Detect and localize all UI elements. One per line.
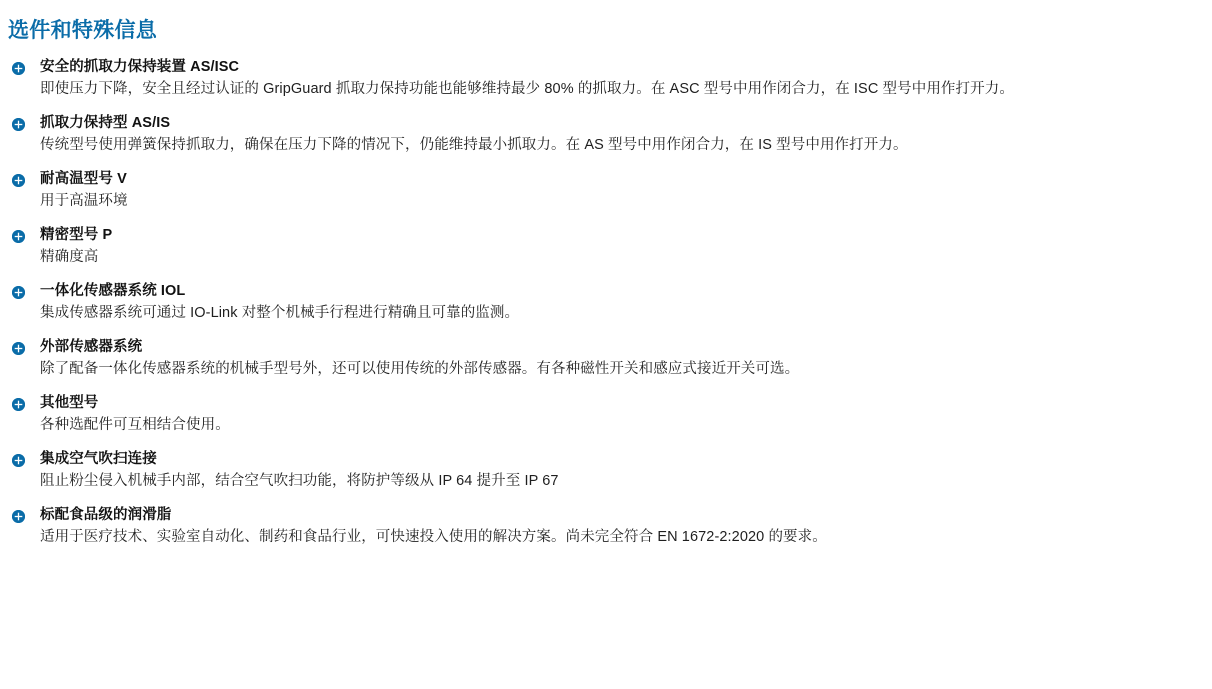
feature-description: 除了配备一体化传感器系统的机械手型号外，还可以使用传统的外部传感器。有各种磁性开关和感应式接近开关可选。 [40,361,800,377]
feature-description: 各种选配件可互相结合使用。 [40,417,230,433]
feature-heading: 抓取力保持型 AS/IS [40,115,171,131]
list-item [4,282,1204,324]
feature-heading: 安全的抓取力保持装置 AS/ISC [40,59,240,75]
list-item [4,338,1204,380]
plus-circle-icon [12,398,25,411]
feature-description: 适用于医疗技术、实验室自动化、制药和食品行业，可快速投入使用的解决方案。尚未完全符合 EN 1672-2:2020 的要求。 [40,529,827,545]
plus-circle-icon [12,230,25,243]
plus-circle-icon [12,286,25,299]
feature-description: 传统型号使用弹簧保持抓取力，确保在压力下降的情况下，仍能维持最小抓取力。在 AS 型号中用作闭合力，在 IS 型号中用作打开力。 [40,137,908,153]
plus-circle-icon [12,118,25,131]
feature-heading: 一体化传感器系统 IOL [40,283,186,299]
list-item [4,394,1204,436]
feature-heading: 外部传感器系统 [40,339,143,355]
feature-description: 即使压力下降，安全且经过认证的 GripGuard 抓取力保持功能也能够维持最少 80% 的抓取力。在 ASC 型号中用作闭合力，在 ISC 型号中用作打开力。 [40,81,1014,97]
feature-heading: 精密型号 P [40,227,113,243]
feature-heading: 耐高温型号 V [40,171,127,187]
plus-circle-icon [12,62,25,75]
list-item [4,58,1204,100]
feature-heading: 其他型号 [40,395,99,411]
list-item [4,506,1204,548]
feature-description: 精确度高 [40,249,99,265]
feature-heading: 标配食品级的润滑脂 [40,507,172,523]
page-title: 选件和特殊信息 [8,19,158,42]
list-item [4,114,1204,156]
plus-circle-icon [12,510,25,523]
plus-circle-icon [12,174,25,187]
feature-heading: 集成空气吹扫连接 [40,451,157,467]
plus-circle-icon [12,342,25,355]
list-item [4,450,1204,492]
list-item [4,226,1204,268]
feature-description: 集成传感器系统可通过 IO-Link 对整个机械手行程进行精确且可靠的监测。 [40,305,520,321]
list-item [4,170,1204,212]
feature-list [4,58,1204,548]
plus-circle-icon [12,454,25,467]
feature-description: 阻止粉尘侵入机械手内部，结合空气吹扫功能，将防护等级从 IP 64 提升至 IP 67 [40,473,559,489]
feature-description: 用于高温环境 [40,193,128,209]
